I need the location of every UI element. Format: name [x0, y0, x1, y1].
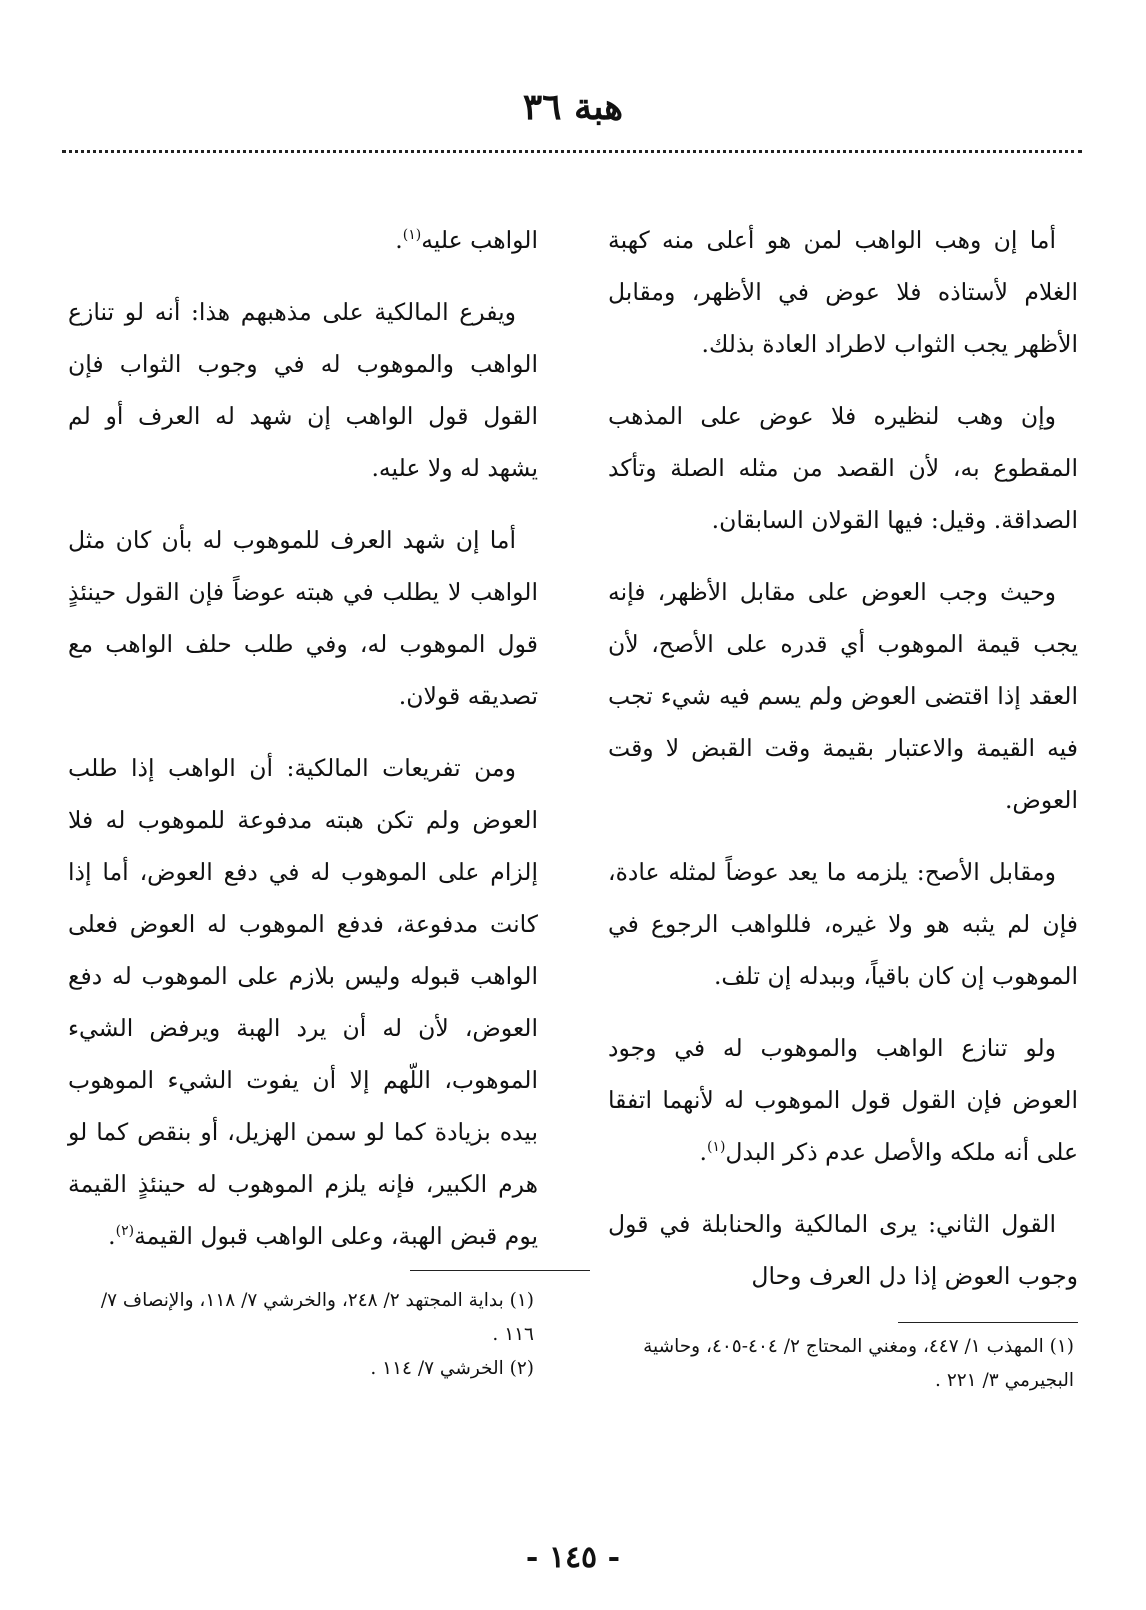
footnote-marker: (١) — [402, 227, 422, 244]
footnote-rule — [410, 1270, 590, 1271]
paragraph-end: . — [108, 1222, 116, 1250]
left-column — [68, 214, 538, 1282]
page-header: هبة ٣٦ — [522, 86, 624, 128]
paragraph — [68, 214, 538, 266]
footnote: (١) المهذب ١/ ٤٤٧، ومغني المحتاج ٢/ ٤٠٤-٤٠٥، وحاشية البجيرمي ٣/ ٢٢١ . — [643, 1336, 1074, 1391]
paragraph: القول الثاني: يرى المالكية والحنابلة في قول وجوب العوض إذا دل العرف وحال — [608, 1210, 1078, 1290]
paragraph: وحيث وجب العوض على مقابل الأظهر، فإنه يجب قيمة الموهوب أي قدره على الأصح، لأن العقد إذا اقتضى العوض ولم يسم فيه شيء تجب فيه القيمة والاعتبار بقيمة وقت القبض لا وقت العوض. — [608, 578, 1078, 814]
paragraph — [608, 1022, 1078, 1178]
footnote: (١) بداية المجتهد ٢/ ٢٤٨، والخرشي ٧/ ١١٨، والإنصاف ٧/ ١١٦ . — [100, 1290, 534, 1345]
paragraph-text: ولو تنازع الواهب والموهوب له في وجود العوض فإن القول قول الموهوب له لأنهما اتفقا على أنه ملكه والأصل عدم ذكر البدل — [608, 1034, 1078, 1166]
footnotes-right — [608, 1330, 1078, 1398]
paragraph: وإن وهب لنظيره فلا عوض على المذهب المقطوع به، لأن القصد من مثله الصلة وتأكد الصداقة. وقيل: فيها القولان السابقان. — [608, 402, 1078, 534]
header-dotted-rule — [62, 150, 1082, 153]
footnote-marker: (١) — [706, 1139, 726, 1156]
footnote: (٢) الخرشي ٧/ ١١٤ . — [370, 1358, 534, 1379]
paragraph: ويفرع المالكية على مذهبهم هذا: أنه لو تنازع الواهب والموهوب له في وجوب الثواب فإن القول قول الواهب إن شهد له العرف أو لم يشهد له ولا عليه. — [68, 298, 538, 482]
paragraph — [68, 742, 538, 1262]
paragraph: ومقابل الأصح: يلزمه ما يعد عوضاً لمثله عادة، فإن لم يثبه هو ولا غيره، فللواهب الرجوع في الموهوب إن كان باقياً، وببدله إن تلف. — [608, 858, 1078, 990]
footnote-rule — [898, 1322, 1078, 1323]
right-column — [608, 214, 1078, 1322]
paragraph-text: الواهب عليه — [421, 226, 538, 254]
paragraph-end: . — [395, 226, 403, 254]
paragraph-text: ومن تفريعات المالكية: أن الواهب إذا طلب العوض ولم تكن هبته مدفوعة للموهوب له فلا إلزام على الموهوب له في دفع العوض، أما إذا كانت مدفوعة، فدفع الموهوب له العوض فعلى الواهب قبوله وليس بلازم على الموهوب له دفع العوض، لأن له أن يرد الهبة ويرفض الشيء الموهوب، اللّهم إلا أن يفوت الشيء الموهوب بيده بزيادة كما لو سمن الهزيل، أو بنقص كما لو هرم الكبير، فإنه يلزم الموهوب له حينئذٍ القيمة يوم قبض الهبة، وعلى الواهب قبول القيمة — [68, 754, 538, 1250]
paragraph: أما إن شهد العرف للموهوب له بأن كان مثل الواهب لا يطلب في هبته عوضاً فإن القول حينئذٍ قول الموهوب له، وفي طلب حلف الواهب مع تصديقه قولان. — [68, 526, 538, 710]
page-number: - ١٤٥ - — [525, 1540, 621, 1575]
footnotes-left — [68, 1284, 538, 1386]
paragraph-end: . — [699, 1138, 707, 1166]
footnote-marker: (٢) — [115, 1223, 135, 1240]
paragraph: أما إن وهب الواهب لمن هو أعلى منه كهبة الغلام لأستاذه فلا عوض في الأظهر، ومقابل الأظهر يجب الثواب لاطراد العادة بذلك. — [608, 226, 1078, 358]
